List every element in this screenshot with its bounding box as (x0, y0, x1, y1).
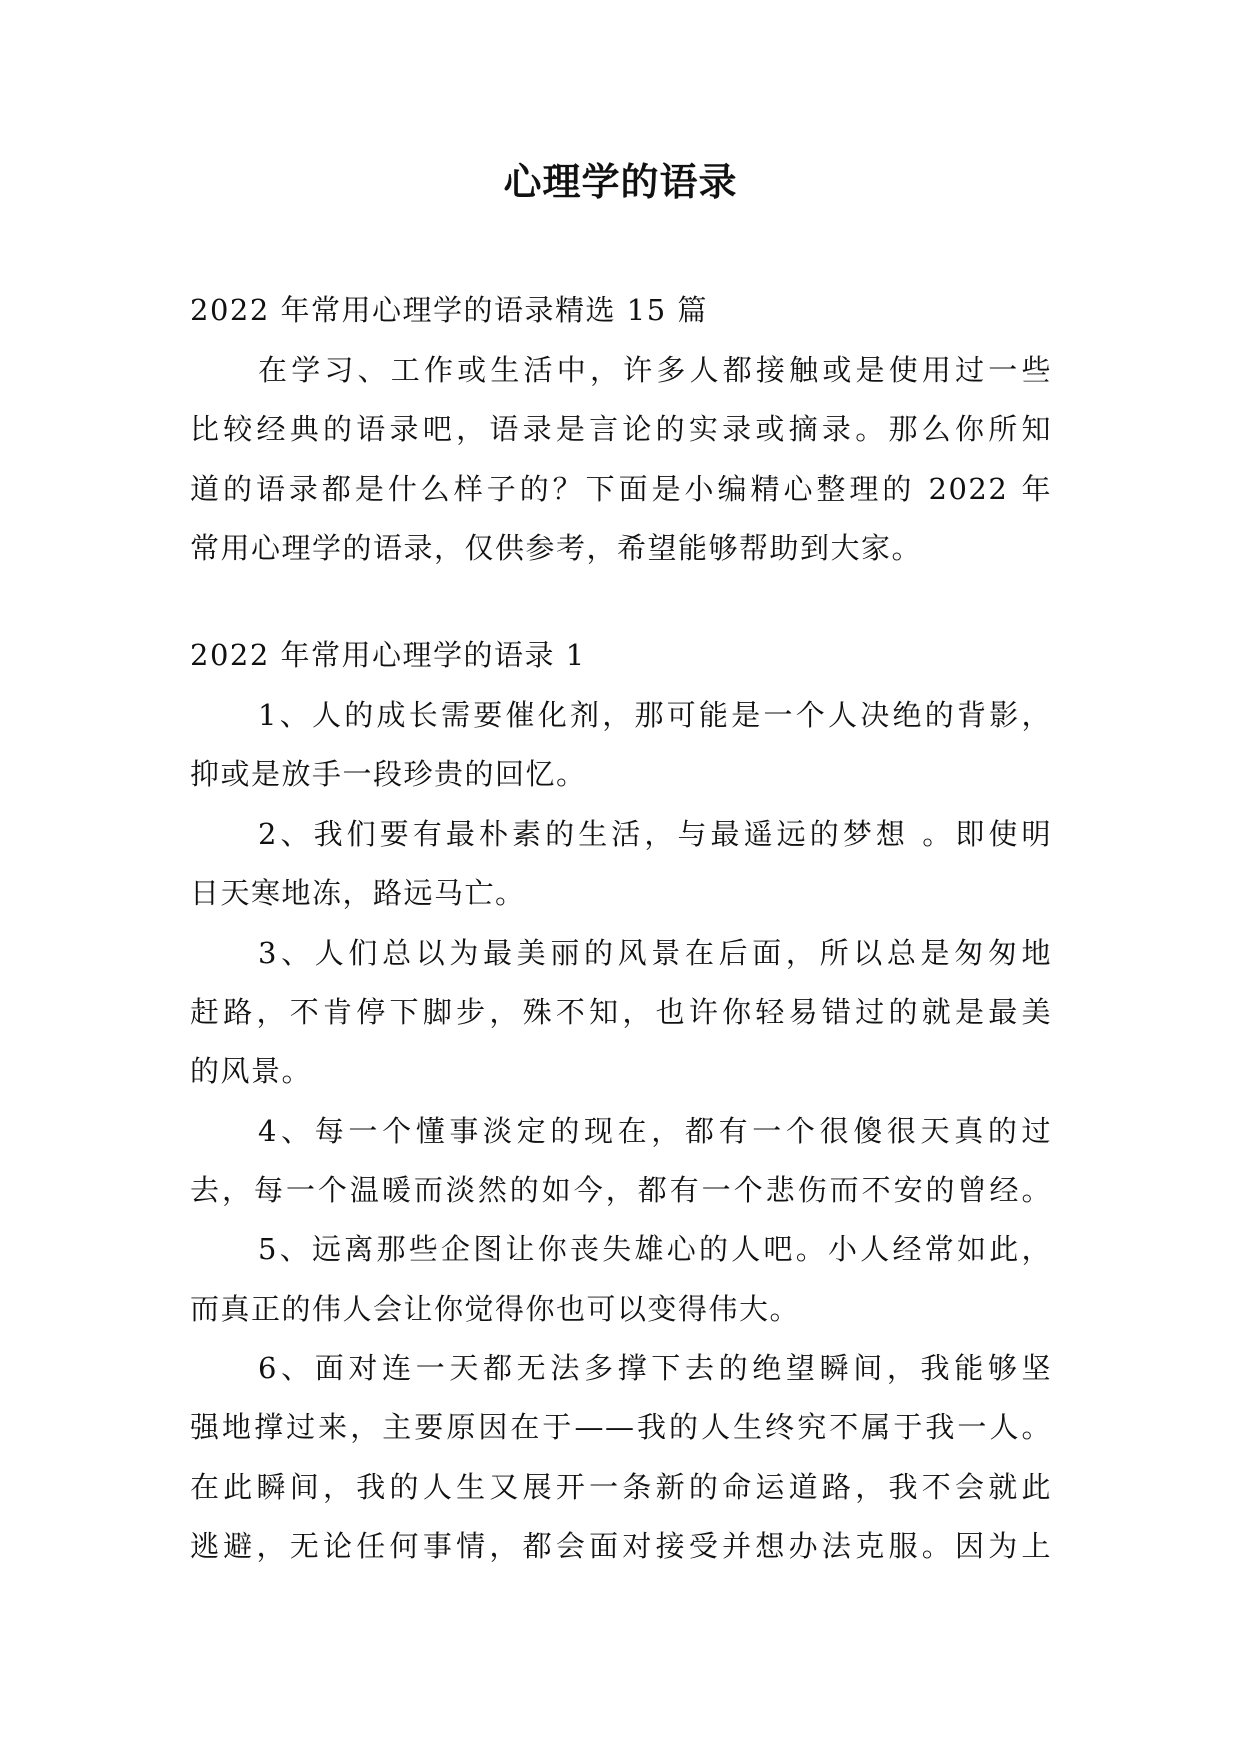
quote-line: 日天寒地冻，路远马亡。 (190, 876, 526, 910)
quote-line: 而真正的伟人会让你觉得你也可以变得伟大。 (190, 1292, 801, 1326)
quote-line: 去，每一个温暖而淡然的如今，都有一个悲伤而不安的曾经。 (190, 1173, 1052, 1207)
quote-line: 强地撑过来，主要原因在于——我的人生终究不属于我一人。 (190, 1410, 1052, 1444)
quote-line: 5、远离那些企图让你丧失雄心的人吧。小人经常如此， (258, 1232, 1052, 1266)
intro-line: 常用心理学的语录，仅供参考，希望能够帮助到大家。 (190, 531, 923, 565)
intro-line: 道的语录都是什么样子的？下面是小编精心整理的 2022 年 (190, 472, 1052, 506)
intro-line: 在学习、工作或生活中，许多人都接触或是使用过一些 (258, 353, 1052, 387)
quote-line: 3、人们总以为最美丽的风景在后面，所以总是匆匆地 (258, 936, 1052, 970)
document-title: 心理学的语录 (503, 160, 738, 204)
quote-line: 的风景。 (190, 1054, 313, 1088)
quote-line: 抑或是放手一段珍贵的回忆。 (190, 757, 587, 791)
quote-line: 在此瞬间，我的人生又展开一条新的命运道路，我不会就此 (190, 1470, 1052, 1504)
quote-line: 6、面对连一天都无法多撑下去的绝望瞬间，我能够坚 (258, 1351, 1052, 1385)
quote-line: 赶路，不肯停下脚步，殊不知，也许你轻易错过的就是最美 (190, 995, 1052, 1029)
intro-line: 比较经典的语录吧，语录是言论的实录或摘录。那么你所知 (190, 412, 1052, 446)
quote-line: 4、每一个懂事淡定的现在，都有一个很傻很天真的过 (258, 1114, 1052, 1148)
subtitle-line: 2022 年常用心理学的语录精选 15 篇 (190, 293, 708, 327)
quote-line: 2、我们要有最朴素的生活，与最遥远的梦想 。即使明 (258, 817, 1052, 851)
quote-line: 逃避，无论任何事情，都会面对接受并想办法克服。因为上 (190, 1529, 1052, 1563)
quote-line: 1、人的成长需要催化剂，那可能是一个人决绝的背影， (258, 698, 1052, 732)
section-heading: 2022 年常用心理学的语录 1 (190, 638, 586, 672)
